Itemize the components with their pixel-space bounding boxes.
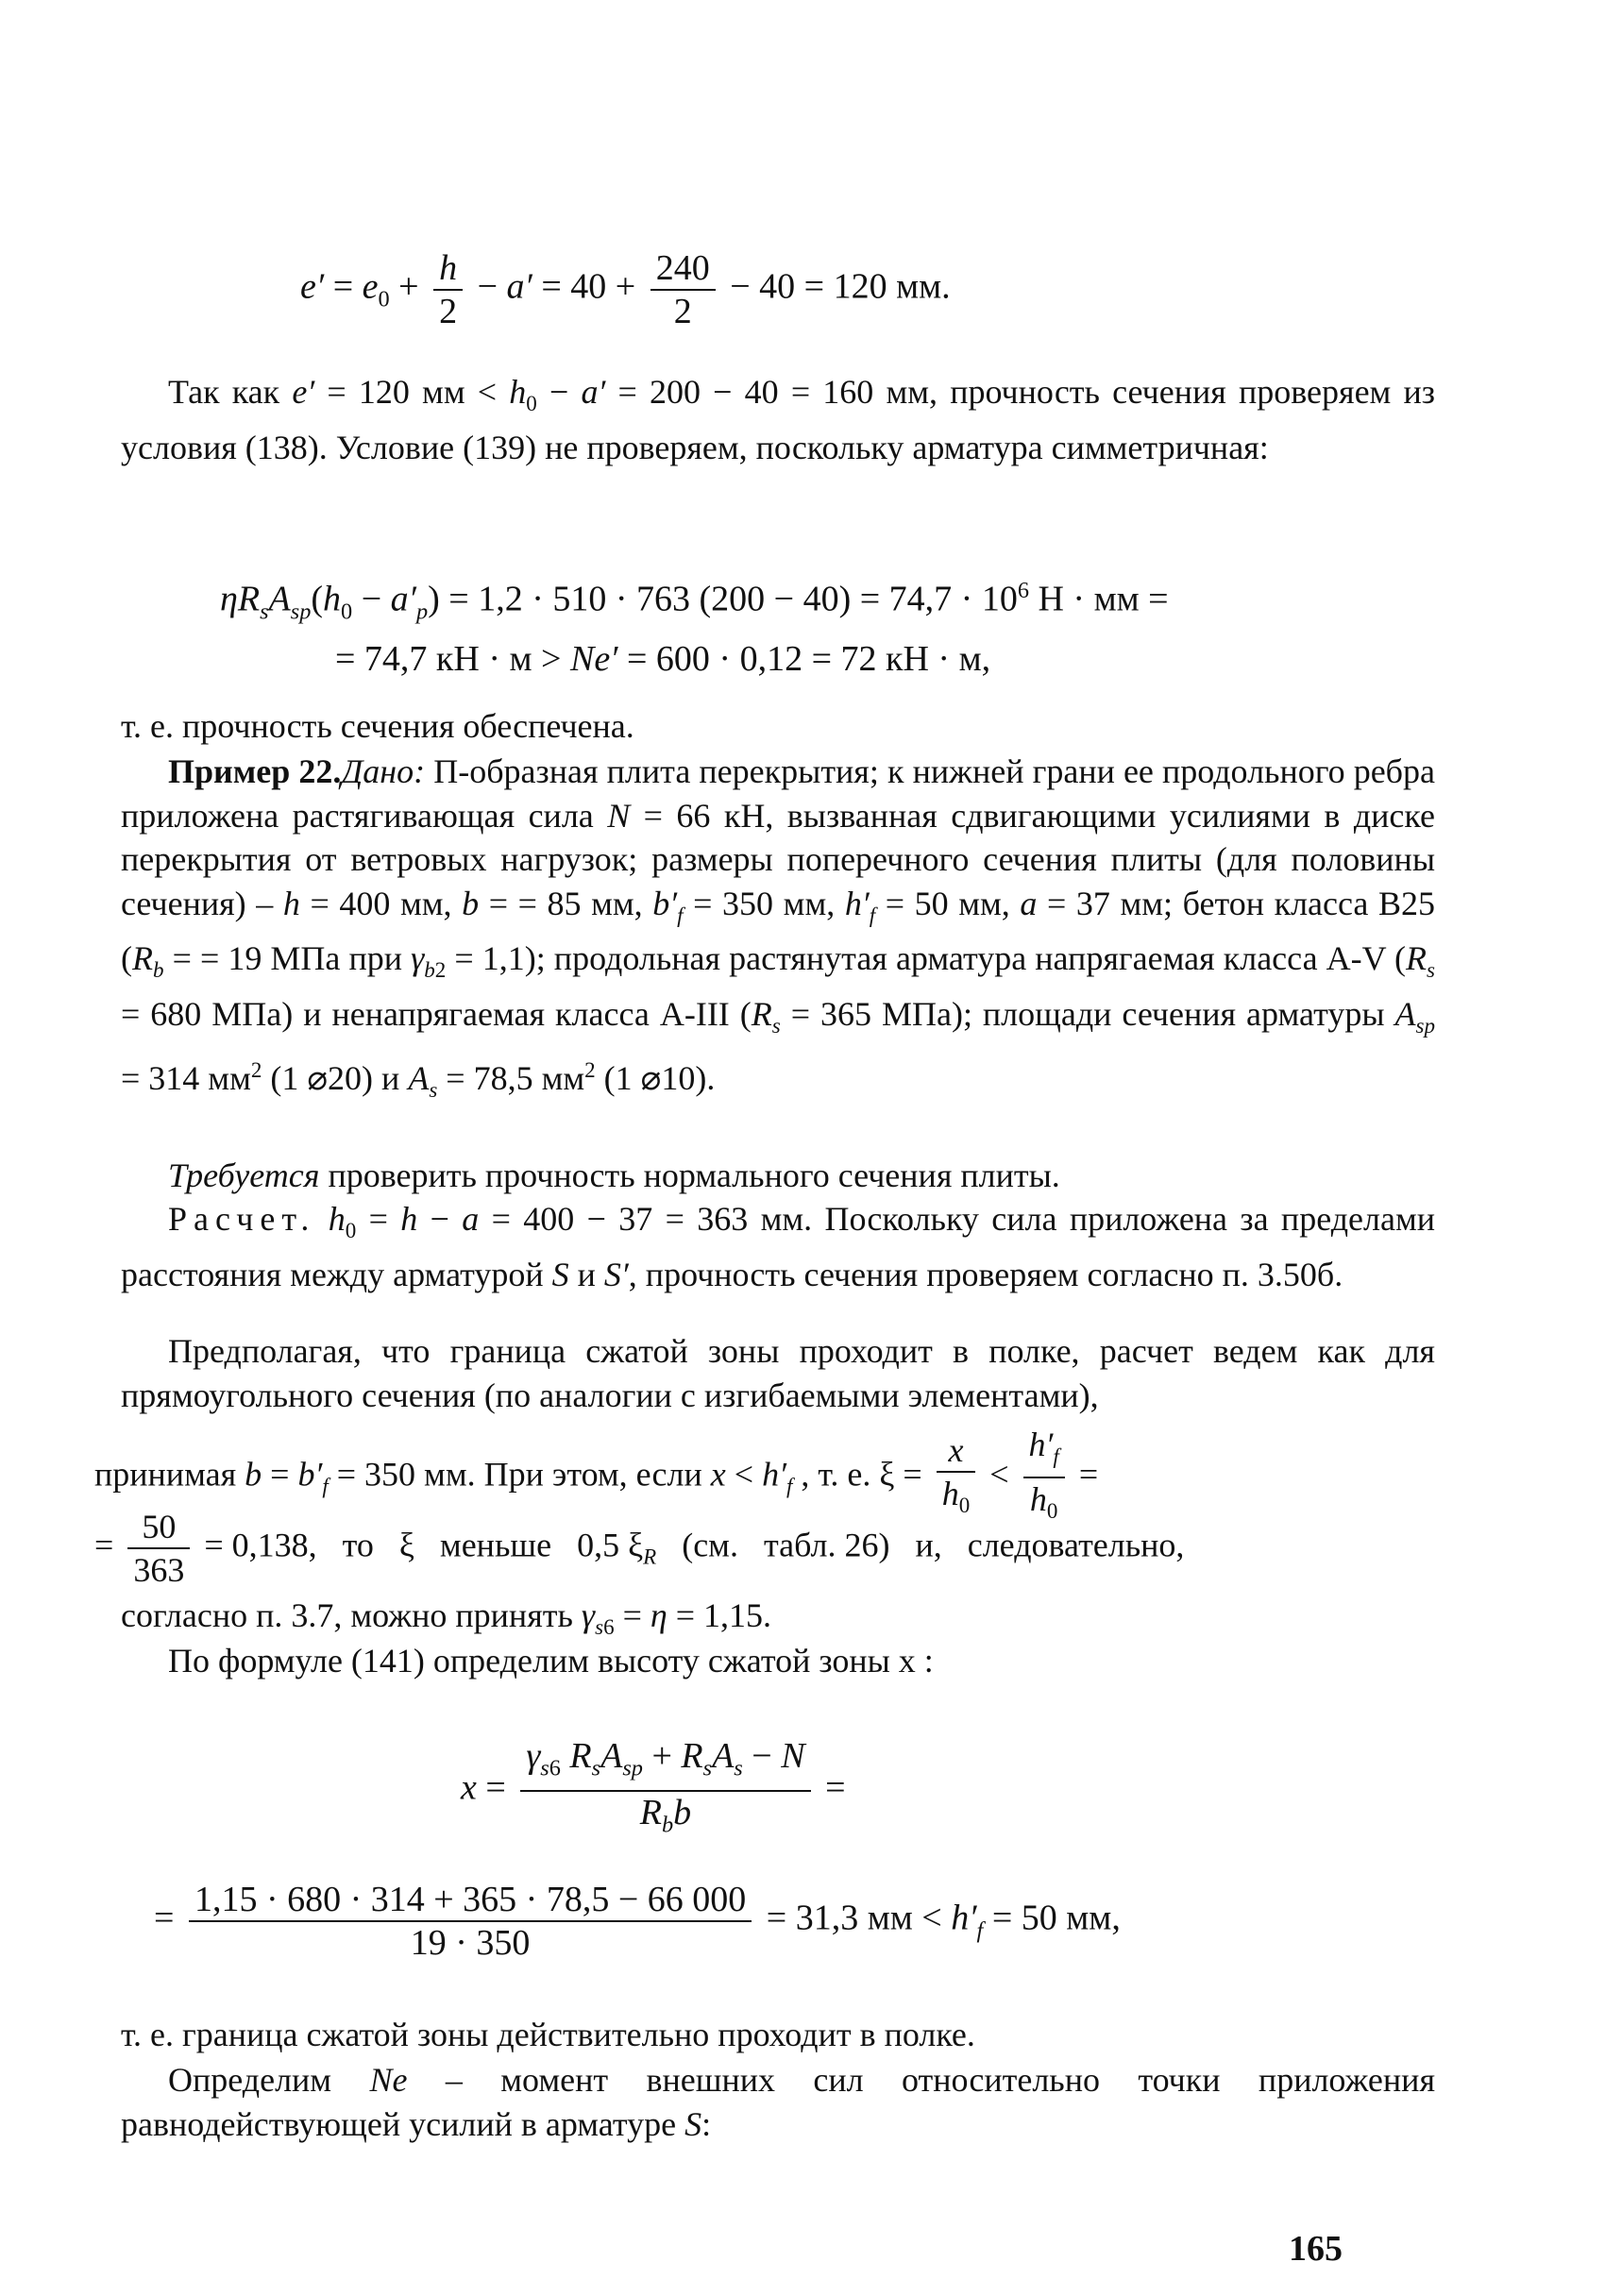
paragraph-strength-check: Так как e′ = 120 мм < $h_0 - a' = 200 - 40 = 160$ мм, прочность сечения проверяем из условия (138). Условие (139) не проверяем, поскольку арматура симметричная: — [121, 373, 1435, 466]
formula-x-general: x = $\frac{\gamma_{s6} R_sA_{sp} + R_sA_s - N}{R_bb}$ = — [461, 1736, 846, 1838]
formula-moment-line2: = 74,7 кН · м > Ne′ = 600 · 0,12 = 72 кН · м, — [335, 639, 991, 679]
formula-x2-denominator: 19 · 350 — [410, 1923, 531, 1963]
paragraph-example-22: Пример 22.Дано: П-образная плита перекрытия; к нижней грани ее продольного ребра приложена растягивающая сила N = 66 кН, вызванная сдвигающими усилиями в диске перекрытия от ветровых нагрузок; размеры поперечного сечения плиты (для половины сечения) – h = 400 мм, b = = 85 мм, $b'_f = 350$ мм, $h'_f = 50$ мм, a = 37 мм; бетон класса B25 ($R_b$ = = 19 МПа при $\gamma_{b2} = 1,1$); продольная растянутая арматура напрягаемая класса A-V ($R_s = 680$ МПа) и ненапрягаемая класса A-III ($R_s = 365$ МПа); площади сечения арматуры $A_{sp} = 314$ $мм^2$ (1 ⌀20) и $A_s = 78,5$ $мм^2$ (1 ⌀10). — [121, 752, 1435, 1102]
given-label: Дано: — [341, 752, 426, 790]
formula-xi-condition: принимая $b = b'_f = 350$ мм. При этом, если $x < h'_f$ , т. е. ξ = $\frac{x}{h_0}$ < $\frac{h'_f}{h_0}$ = — [94, 1426, 1099, 1524]
required-label: Требуется — [168, 1156, 320, 1194]
paragraph-required — [121, 1154, 1435, 1198]
calc-label: Расчет. — [168, 1200, 316, 1238]
formula-x2-numerator: 1,15 · 680 · 314 + 365 · 78,5 − 66 000 — [189, 1879, 752, 1922]
formula-xi-value: = $\frac{50}{363}$ = 0,138, то ξ меньше 0,5 $\xi_R$ (см. табл. 26) и, следовательно, — [94, 1508, 1185, 1589]
formula-x-numeric: = $\frac{1,15 \cdot 680 \cdot 314 + 365 \cdot 78,5 - 66 000}{19 \cdot 350}$ = 31,3 мм < $h'_f = 50$ мм, — [154, 1880, 1121, 1963]
paragraph-conclusion-2: т. е. граница сжатой зоны действительно проходит в полке. — [121, 2016, 975, 2053]
paragraph-gamma: согласно п. 3.7, можно принять $\gamma_{s6} = \eta = 1,15$. — [121, 1596, 772, 1640]
paragraph-moment-ne: Определим Ne – момент внешних сил относительно точки приложения равнодействующей усилий в арматуре S: — [121, 2061, 1435, 2143]
paragraph-formula-141: По формуле (141) определим высоту сжатой зоны x : — [168, 1642, 934, 1680]
formula-e-prime: $e' = e_0$ + $\frac{h}{2}$ − a′ = 40 + $\frac{240}{2}$ − 40 = 120 мм. — [300, 248, 951, 331]
example-label: Пример 22. — [168, 752, 342, 790]
page-number: 165 — [1289, 2229, 1343, 2269]
formula-moment-line1: $\eta R_sA_{sp}(h_0 - a'_p) = 1,2 \cdot 510 \cdot 763$ $(200 - 40) = 74,7 \cdot 10^6$ Н · мм = — [220, 578, 1169, 625]
required-text: проверить прочность нормального сечения плиты. — [328, 1156, 1060, 1194]
paragraph-calculation: Расчет. $h_0 = h - a = 400 - 37 = 363$ мм. Поскольку сила приложена за пределами расстояния между арматурой S и S′, прочность сечения проверяем согласно п. 3.50б. — [121, 1200, 1435, 1293]
paragraph-assumption: Предполагая, что граница сжатой зоны проходит в полке, расчет ведем как для прямоугольного сечения (по аналогии с изгибаемыми элементами), — [121, 1332, 1435, 1414]
paragraph-conclusion-1: т. е. прочность сечения обеспечена. — [121, 707, 634, 745]
